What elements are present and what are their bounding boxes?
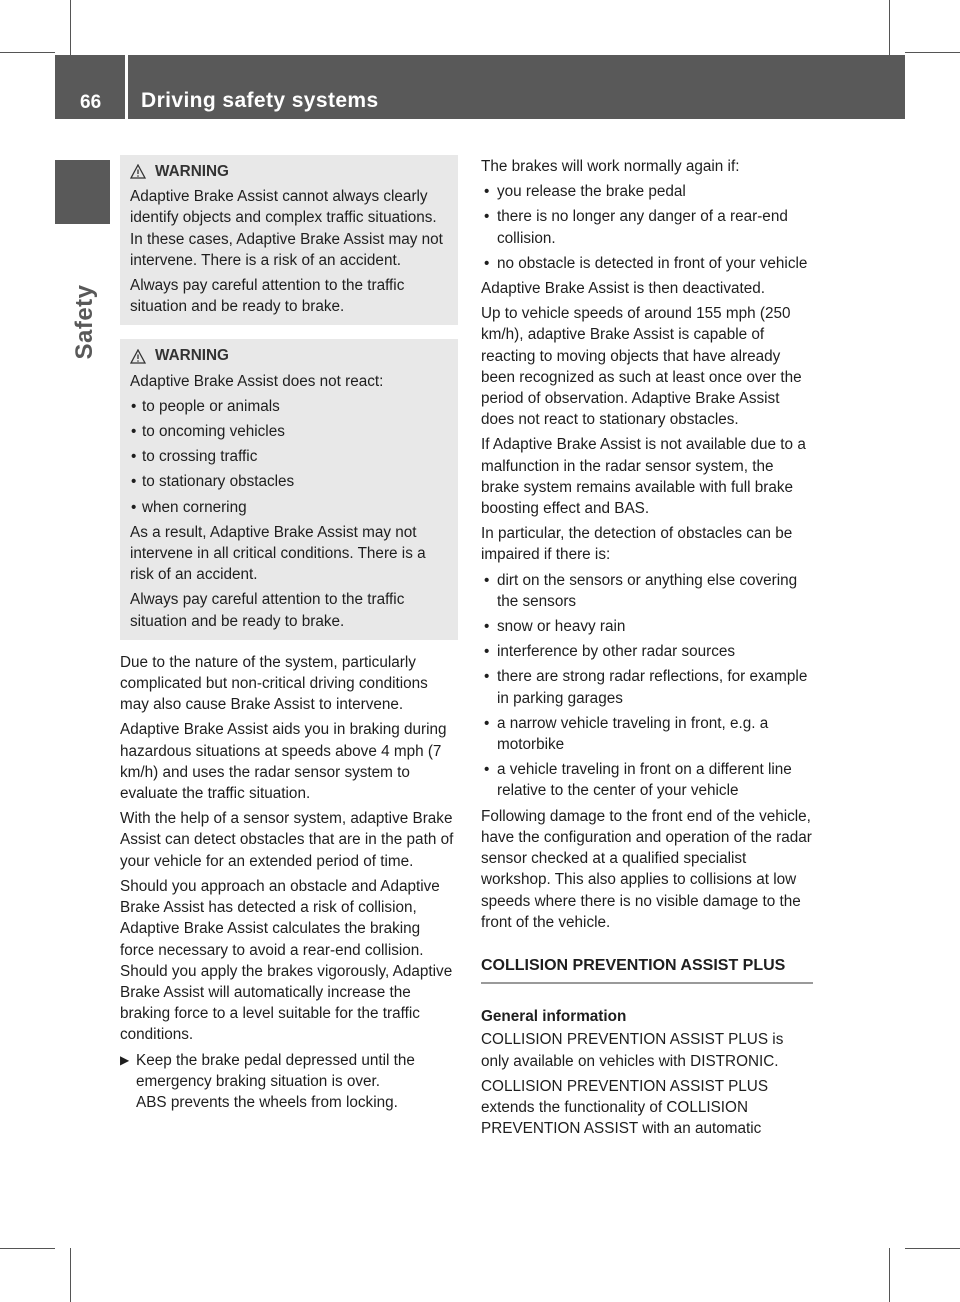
bullet-list bbox=[481, 181, 813, 274]
list-item: • there are strong radar reflections, for example in parking garages bbox=[481, 666, 813, 708]
subsection-heading: General information bbox=[481, 1008, 627, 1026]
step-result: ABS prevents the wheels from locking. bbox=[136, 1093, 398, 1111]
left-body bbox=[120, 652, 458, 1113]
list-item: • when cornering bbox=[130, 497, 448, 518]
header-title: Driving safety systems bbox=[141, 89, 379, 112]
body-paragraph: Up to vehicle speeds of around 155 mph (250 km/h), adaptive Brake Assist is capable of reacting to moving objects that have already been recognized as such at least once over the period of observation. Adaptive Brake Assist does not react to stationary obstacles. bbox=[481, 305, 802, 429]
list-item: • to stationary obstacles bbox=[130, 471, 448, 492]
crop-mark bbox=[905, 52, 960, 53]
body-paragraph: If Adaptive Brake Assist is not available due to a malfunction in the radar sensor system, the brake system remains available with full brake boosting effect and BAS. bbox=[481, 436, 806, 518]
body-paragraph: COLLISION PREVENTION ASSIST PLUS extends the functionality of COLLISION PREVENTION ASSIST with an automatic bbox=[481, 1077, 769, 1138]
warning-triangle-icon bbox=[130, 349, 146, 364]
crop-mark bbox=[905, 1248, 960, 1249]
warning-list bbox=[130, 396, 448, 518]
warning-text: Adaptive Brake Assist does not react: bbox=[130, 372, 384, 390]
side-tab-label: Safety bbox=[71, 284, 98, 360]
crop-mark bbox=[70, 1248, 71, 1302]
list-item: • interference by other radar sources bbox=[481, 641, 813, 662]
left-column bbox=[120, 155, 458, 1113]
body-paragraph: In particular, the detection of obstacles can be impaired if there is: bbox=[481, 525, 793, 564]
body-paragraph: Due to the nature of the system, particularly complicated but non-critical driving conditions may also cause Brake Assist to intervene. bbox=[120, 653, 428, 714]
warning-heading bbox=[130, 161, 448, 182]
body-paragraph: The brakes will work normally again if: bbox=[481, 158, 740, 175]
instruction-step bbox=[120, 1050, 458, 1114]
crop-mark bbox=[889, 1248, 890, 1302]
body-paragraph: Following damage to the front end of the vehicle, have the configuration and operation of the radar sensor checked at a qualified specialist workshop. This also applies to collisions at low speeds where there is no visible damage to the front of the vehicle. bbox=[481, 807, 812, 931]
crop-mark bbox=[70, 0, 71, 55]
body-paragraph: With the help of a sensor system, adaptive Brake Assist can detect obstacles that are in the path of your vehicle for an extended period of time. bbox=[120, 810, 454, 870]
header-separator bbox=[125, 55, 128, 119]
page-number: 66 bbox=[80, 92, 102, 113]
crop-mark bbox=[0, 52, 55, 53]
warning-text: Adaptive Brake Assist cannot always clearly identify objects and complex traffic situations. In these cases, Adaptive Brake Assist may not intervene. There is a risk of an accident. bbox=[130, 188, 443, 269]
warning-box bbox=[120, 339, 458, 639]
warning-heading bbox=[130, 345, 448, 366]
list-item: • to crossing traffic bbox=[130, 446, 448, 467]
warning-text: Always pay careful attention to the traffic situation and be ready to brake. bbox=[130, 277, 405, 316]
body-paragraph: Adaptive Brake Assist aids you in braking during hazardous situations at speeds above 4 mph (7 km/h) and uses the radar sensor system to evaluate the traffic situation. bbox=[120, 721, 447, 803]
warning-text: Always pay careful attention to the traffic situation and be ready to brake. bbox=[130, 591, 405, 630]
warning-label: WARNING bbox=[155, 163, 229, 180]
list-item: • dirt on the sensors or anything else covering the sensors bbox=[481, 570, 813, 612]
list-item: • you release the brake pedal bbox=[481, 181, 813, 202]
warning-text: As a result, Adaptive Brake Assist may not intervene in all critical conditions. There is a risk of an accident. bbox=[130, 523, 426, 584]
list-item: • to oncoming vehicles bbox=[130, 421, 448, 442]
crop-mark bbox=[889, 0, 890, 55]
crop-mark bbox=[0, 1248, 55, 1249]
section-title: COLLISION PREVENTION ASSIST PLUS bbox=[481, 955, 813, 984]
bullet-list bbox=[481, 570, 813, 802]
list-item: • no obstacle is detected in front of your vehicle bbox=[481, 253, 813, 274]
right-column bbox=[481, 156, 813, 1143]
step-arrow-icon: ▶ bbox=[120, 1052, 130, 1067]
body-paragraph: COLLISION PREVENTION ASSIST PLUS is only available on vehicles with DISTRONIC. bbox=[481, 1031, 784, 1070]
side-tab bbox=[55, 160, 110, 224]
warning-label: WARNING bbox=[155, 347, 229, 365]
body-paragraph: Should you approach an obstacle and Adaptive Brake Assist has detected a risk of collision, Adaptive Brake Assist calculates the braking force necessary to avoid a rear-end collision. Should you apply the brakes vigorously, Adaptive Brake Assist will automatically increase the braking force to a level suitable for the traffic conditions. bbox=[120, 877, 453, 1044]
list-item: • a narrow vehicle traveling in front, e.g. a motorbike bbox=[481, 713, 813, 755]
step-instruction: Keep the brake pedal depressed until the emergency braking situation is over. bbox=[136, 1051, 415, 1090]
body-paragraph: Adaptive Brake Assist is then deactivated. bbox=[481, 280, 766, 298]
warning-box bbox=[120, 155, 458, 325]
list-item: • there is no longer any danger of a rear-end collision. bbox=[481, 206, 813, 248]
warning-triangle-icon bbox=[130, 164, 146, 179]
list-item: • a vehicle traveling in front on a different line relative to the center of your vehicle bbox=[481, 759, 813, 801]
list-item: • snow or heavy rain bbox=[481, 616, 813, 637]
list-item: • to people or animals bbox=[130, 396, 448, 417]
